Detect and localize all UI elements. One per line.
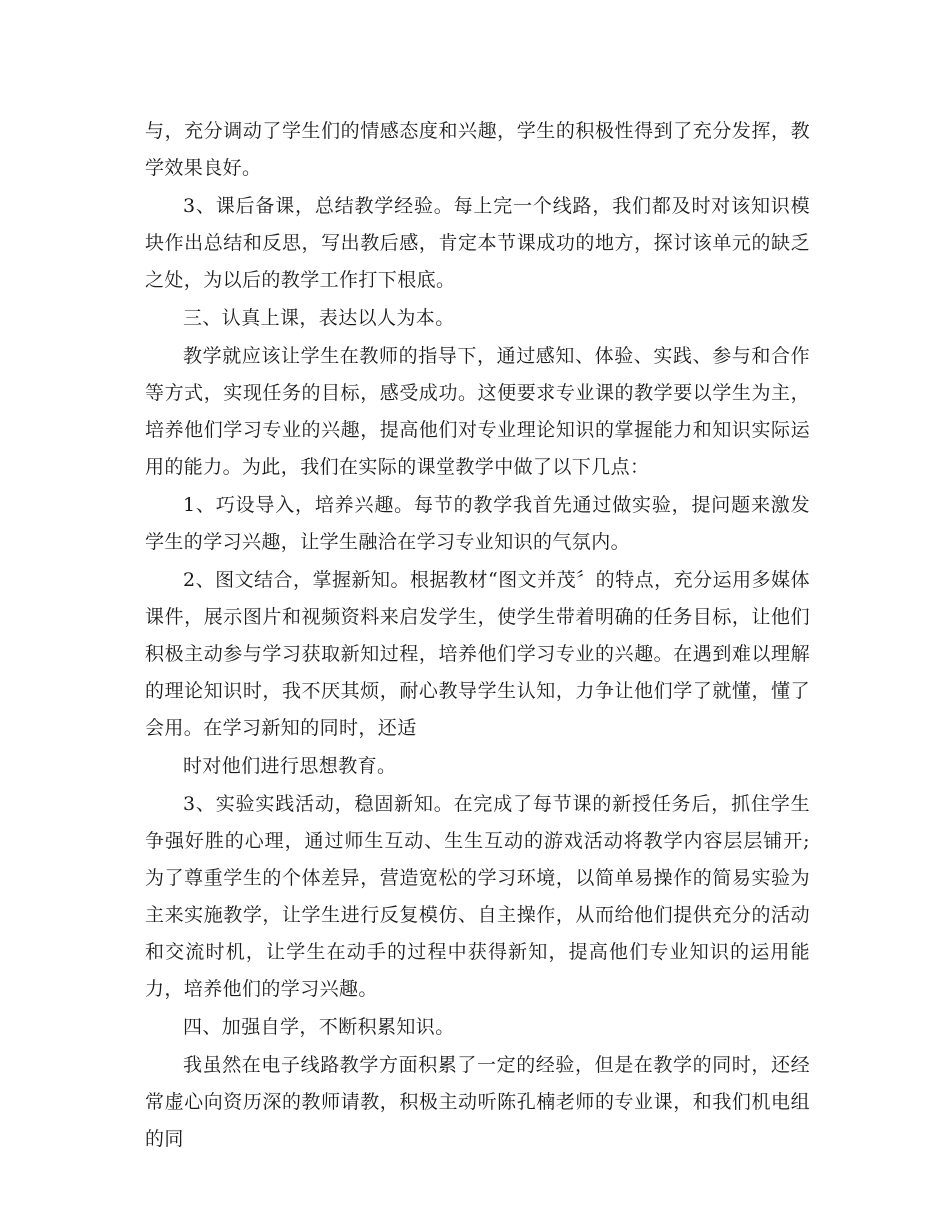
- section-heading-four: 四、加强自学，不断积累知识。: [183, 1016, 455, 1038]
- paragraph-point-one: 1、巧设导入，培养兴趣。每节的教学我首先通过做实验，提问题来激发学生的学习兴趣，让学生融洽在学习专业知识的气氛内。: [145, 494, 810, 553]
- section-heading-three: 三、认真上课，表达以人为本。: [183, 307, 455, 329]
- paragraph-point-two-continued: 时对他们进行思想教育。: [183, 755, 397, 777]
- paragraph-after-class-prep: 3、课后备课，总结教学经验。每上完一个线路，我们都及时对该知识模块作出总结和反思，写出教后感，肯定本节课成功的地方，探讨该单元的缺乏之处，为以后的教学工作打下根底。: [145, 195, 810, 291]
- paragraph-point-three: 3、实验实践活动，稳固新知。在完成了每节课的新授任务后，抓住学生争强好胜的心理，通过师生互动、生生互动的游戏活动将教学内容层层铺开;为了尊重学生的个体差异，营造宽松的学习环境，以简单易操作的简易实验为主来实施教学，让学生进行反复模仿、自主操作，从而给他们提供充分的活动和交流时机，让学生在动手的过程中获得新知，提高他们专业知识的运用能力，培养他们的学习兴趣。: [145, 793, 810, 1000]
- paragraph-continuation: 与，充分调动了学生们的情感态度和兴趣，学生的积极性得到了充分发挥，教学效果良好。: [145, 120, 810, 179]
- paragraph-self-study: 我虽然在电子线路教学方面积累了一定的经验，但是在教学的同时，还经常虚心向资历深的教师请教，积极主动听陈孔楠老师的专业课，和我们机电组的同: [145, 1054, 810, 1150]
- paragraph-teaching-approach: 教学就应该让学生在教师的指导下，通过感知、体验、实践、参与和合作等方式，实现任务的目标，感受成功。这便要求专业课的教学要以学生为主，培养他们学习专业的兴趣，提高他们对专业理论知识的掌握能力和知识实际运用的能力。为此，我们在实际的课堂教学中做了以下几点：: [145, 345, 810, 478]
- paragraph-point-two: 2、图文结合，掌握新知。根据教材“图文并茂〞的特点，充分运用多媒体课件，展示图片和视频资料来启发学生，使学生带着明确的任务目标，让他们积极主动参与学习获取新知过程，培养他们学习专业的兴趣。在遇到难以理解的理论知识时，我不厌其烦，耐心教导学生认知，力争让他们学了就懂，懂了会用。在学习新知的同时，还适: [145, 569, 810, 739]
- document-body: [145, 113, 810, 1159]
